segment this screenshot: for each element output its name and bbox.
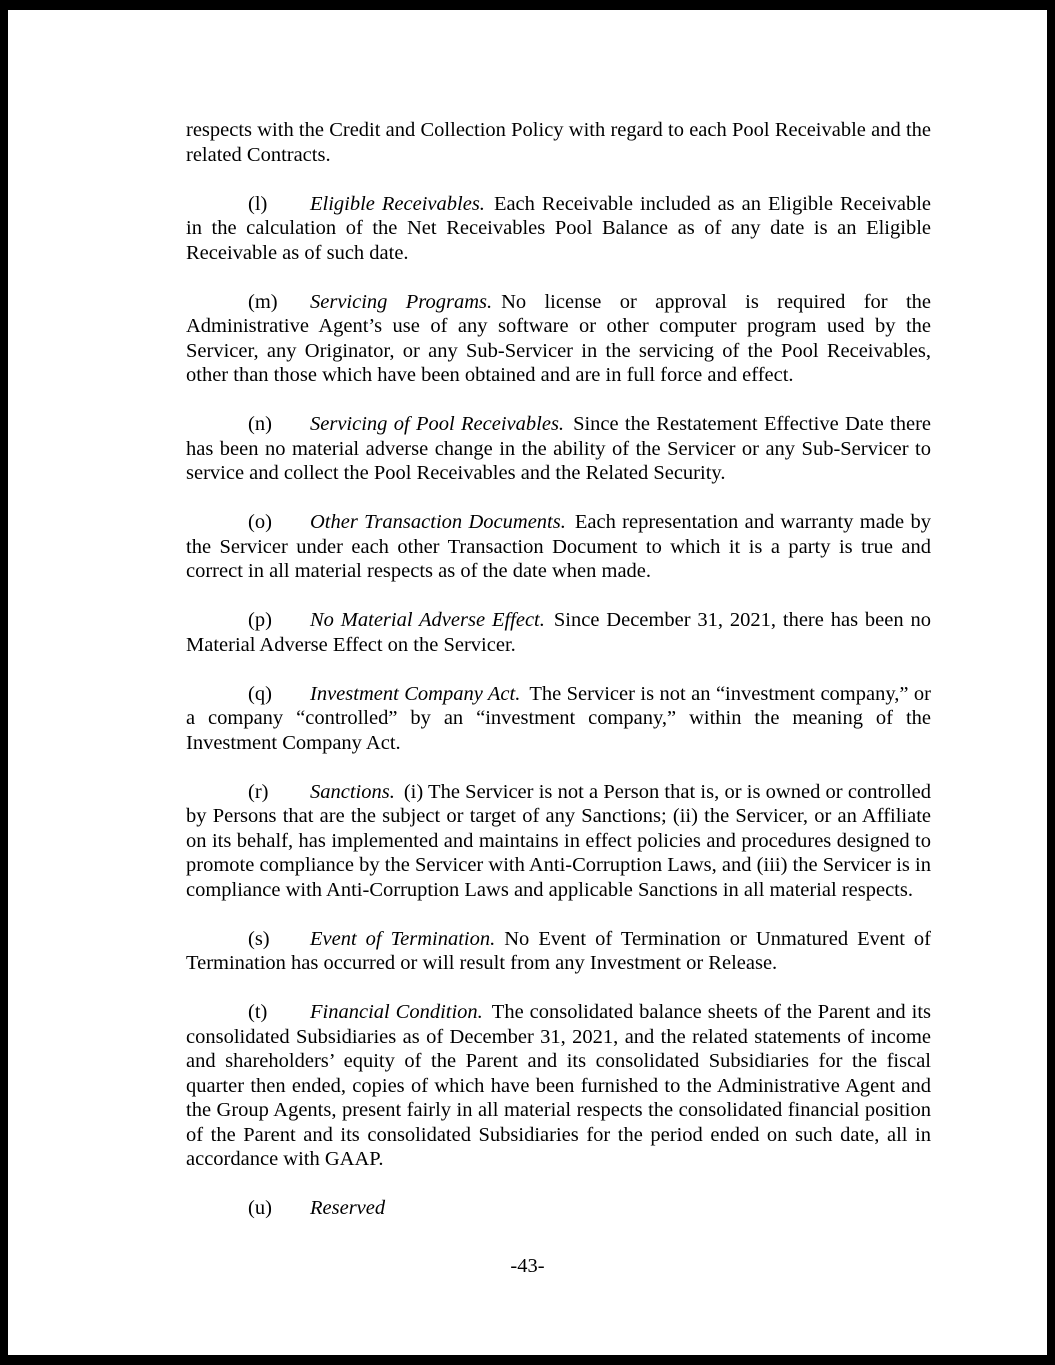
clause-label: (p) [248,609,272,631]
clause-paragraph-q [186,682,931,756]
clause-body: No Event of Termination or Unmatured Event of Termination has occurred or will result from any Investment or Release. [186,927,931,974]
clause-label: (t) [248,1001,268,1023]
clause-heading: Reserved [310,1197,386,1219]
document-page [8,10,1047,1355]
clause-body: The consolidated balance sheets of the Parent and its consolidated Subsidiaries as of December 31, 2021, and the related statements of income and shareholders’ equity of the Parent and its consolidated Subsidiaries for the fiscal quarter then ended, copies of which have been furnished to the Administrative Agent and the Group Agents, present fairly in all material respects the consolidated financial position of the Parent and its consolidated Subsidiaries for the period ended on such date, all in accordance with GAAP. [186,1001,931,1170]
clause-paragraph-r [186,780,931,903]
clause-heading: Event of Termination. [310,927,496,950]
clause-paragraph-o [186,510,931,584]
clause-heading: No Material Adverse Effect. [310,609,545,631]
clause-body: Since the Restatement Effective Date there has been no material adverse change in the ability of the Servicer or any Sub-Servicer to service and collect the Pool Receivables and the Related Security. [186,413,931,484]
clause-label: (r) [248,780,269,803]
clause-label: (n) [248,413,272,435]
clause-paragraph-p [186,608,931,657]
clause-heading: Servicing of Pool Receivables. [310,413,565,435]
clause-label: (m) [248,290,278,313]
clause-paragraph-t [186,1000,931,1172]
intro-paragraph: respects with the Credit and Collection Policy with regard to each Pool Receivable and the related Contracts. [186,119,931,166]
clause-heading: Sanctions. [310,780,395,803]
clause-heading: Investment Company Act. [310,682,521,705]
clause-label: (s) [248,927,270,950]
clause-label: (l) [248,192,268,215]
clause-heading: Eligible Receivables. [310,192,485,215]
clause-paragraph-n [186,412,931,486]
clause-body: The Servicer is not an “investment company,” or a company “controlled” by an “investment company,” within the meaning of the Investment Company Act. [186,682,931,754]
clause-heading: Financial Condition. [310,1001,483,1023]
clause-label: (q) [248,682,272,705]
clause-body: (i) The Servicer is not a Person that is, or is owned or controlled by Persons that are the subject or target of any Sanctions; (ii) the Servicer, or an Affiliate on its behalf, has implemented and maintains in effect policies and procedures designed to promote compliance by the Servicer with Anti-Corruption Laws, and (iii) the Servicer is in compliance with Anti-Corruption Laws and applicable Sanctions in all material respects. [186,780,931,901]
clause-body: Each Receivable included as an Eligible Receivable in the calculation of the Net Receivables Pool Balance as of any date is an Eligible Receivable as of such date. [186,192,931,264]
clause-paragraph-m [186,290,931,388]
clause-label: (u) [248,1197,272,1219]
clause-body: Each representation and warranty made by the Servicer under each other Transaction Document to which it is a party is true and correct in all material respects as of the date when made. [186,511,931,582]
clause-heading: Other Transaction Documents. [310,511,566,533]
clause-heading: Servicing Programs. [310,290,493,313]
clause-body: Since December 31, 2021, there has been no Material Adverse Effect on the Servicer. [186,609,932,656]
clause-paragraph-l [186,192,931,266]
clause-paragraph-s [186,927,931,976]
clause-body: No license or approval is required for the Administrative Agent’s use of any software or other computer program used by the Servicer, any Originator, or any Sub-Servicer in the servicing of the Pool Receivables, other than those which have been obtained and are in full force and effect. [186,290,931,386]
clause-paragraph-u [186,1196,931,1221]
page-number: -43- [510,1255,545,1277]
clause-label: (o) [248,511,272,533]
